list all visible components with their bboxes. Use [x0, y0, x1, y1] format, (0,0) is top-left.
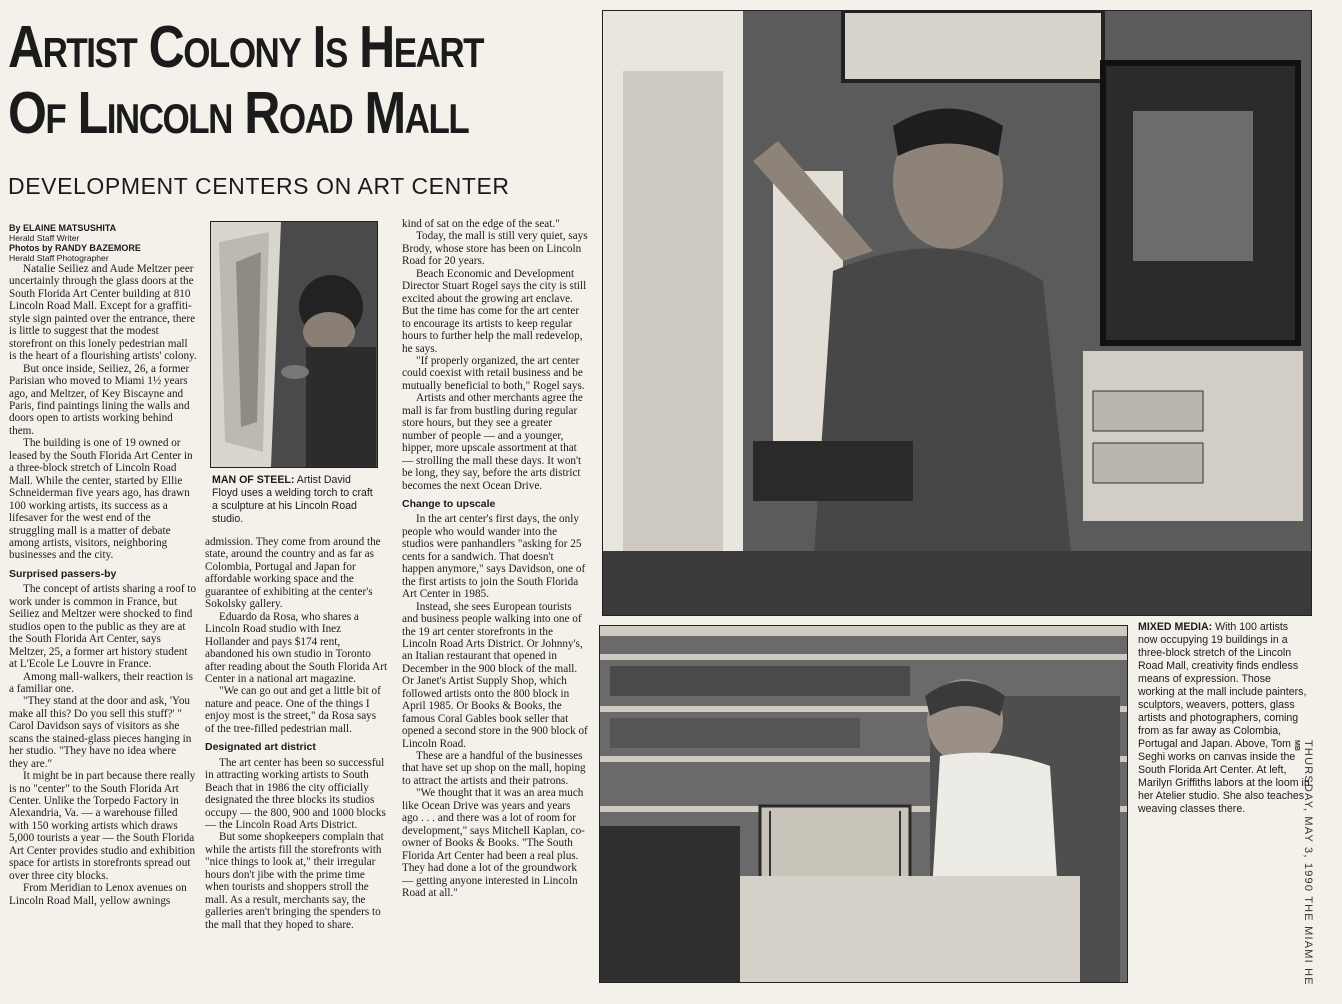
small-photo: [210, 221, 378, 468]
painter-illustration: [603, 11, 1311, 615]
paragraph: Today, the mall is still very quiet, says Brody, whose store has been on Lincoln Road for 20 years.: [402, 230, 588, 268]
byline-photographer: Photos by RANDY BAZEMORE: [9, 243, 141, 253]
folio-section: MB: [1293, 740, 1300, 751]
paragraph: Beach Economic and Development Director Stuart Rogel says the city is still excited about the growing art enclave. But the time has come for the art center to encourage its artists to keep regular hours to further help the mall redevelop, he says.: [402, 267, 587, 355]
byline-author: By ELAINE MATSUSHITA: [9, 223, 117, 233]
welding-sculptor-illustration: [211, 222, 377, 467]
headline-line-1: Artist Colony Is Heart: [8, 14, 484, 81]
paragraph: "We thought that it was an area much like Ocean Drive was years and years ago . . . and there was a lot of room for development," says Mitchell Kaplan, co-owner of Books & Books. "The South Florida Art Center had been a real plus. They had done a lot of the groundwork — getting anyone interested in Lincoln Road at all.": [402, 787, 585, 900]
paragraph: But once inside, Seiliez, 26, a former Parisian who moved to Miami 1½ years ago, and Meltzer, of Key Biscayne and Paris, find paintings lining the walls and doors open to artists working behind them.: [9, 362, 190, 437]
section-heading: Designated art district: [205, 741, 316, 754]
weaver-illustration: [600, 626, 1127, 982]
main-photo-caption: [1138, 621, 1310, 816]
headline-line-2: Of Lincoln Road Mall: [8, 80, 469, 147]
headline: [8, 14, 568, 146]
column-1: [9, 223, 197, 907]
top-photo: [602, 10, 1312, 616]
paragraph: kind of sat on the edge of the seat.": [402, 218, 560, 230]
small-caption-text: Artist David Floyd uses a welding torch to craft a sculpture at his Lincoln Road studio.: [212, 474, 373, 525]
byline-author-role: Herald Staff Writer: [9, 233, 80, 243]
paragraph: The art center has been so successful in attracting working artists to South Beach that in 1986 the city officially designated the three blocks its studios occupy — the 800, 900 and 1000 blocks — the Lincoln Road Arts District.: [205, 756, 386, 831]
paragraph: From Meridian to Lenox avenues on Lincoln Road Mall, yellow awnings: [9, 882, 187, 907]
paragraph: Natalie Seiliez and Aude Meltzer peer uncertainly through the glass doors at the South Florida Art Center building at 810 Lincoln Road Mall. Except for a graffiti-style sign painted over the entrance, there is little to suggest that the modest storefront on this lonely pedestrian mall is the heart of a flourishing artists' colony.: [9, 263, 197, 363]
main-caption-text: With 100 artists now occupying 19 buildings in a three-block stretch of the Lincoln Road Mall, creativity finds endless means of expression. Those working at the mall include painters, sculptors, weavers, potters, glass artists and photographers, coming from as far away as Colombia, Portugal and Japan. Above, Tom Seghi works on canvas inside the South Florida Art Center. At left, Marilyn Griffiths labors at the loom in her Atelier studio. She also teaches weaving classes there.: [1138, 621, 1310, 815]
subhead: DEVELOPMENT CENTERS ON ART CENTER: [8, 173, 510, 199]
paragraph: In the art center's first days, the only people who would wander into the studios were panhandlers "asking for 25 cents for a sandwich. That doesn't happen anymore," says Davidson, one of the first artists to join the South Florida Art Center in 1985.: [402, 513, 586, 601]
paragraph: "If properly organized, the art center could coexist with retail business and be mutually beneficial to both," Rogel says.: [402, 354, 585, 392]
main-caption-lead: MIXED MEDIA:: [1138, 621, 1213, 633]
small-caption-lead: MAN OF STEEL:: [212, 474, 295, 486]
column-3: [402, 218, 588, 899]
paragraph: Eduardo da Rosa, who shares a Lincoln Road studio with Inez Hollander and pays $174 rent, abandoned his own studio in Toronto after reading about the South Florida Art Center in a national art magazine.: [205, 610, 388, 685]
paragraph: But some shopkeepers complain that while the artists fill the storefronts with "nice things to look at," their irregular hours don't jibe with the prime time when tourists and shoppers stroll the mall. As a result, merchants say, the galleries aren't bringing the spenders to the mall that they hoped to share.: [205, 831, 384, 931]
byline-photographer-role: Herald Staff Photographer: [9, 253, 109, 263]
paragraph: "We can go out and get a little bit of nature and peace. One of the things I enjoy most is the street," da Rosa says of the tree-filled pedestrian mall.: [205, 685, 381, 735]
paragraph: Instead, she sees European tourists and business people walking into one of the 19 art center storefronts in the Lincoln Road Arts District. Or Johnny's, an Italian restaurant that opened in December in the 900 block of the mall. Or Janet's Artist Supply Shop, which followed artists onto the 800 block in April 1985. Or Books & Books, the famous Coral Gables book seller that opened a second store in the 900 block of Lincoln Road.: [402, 600, 588, 750]
paragraph: Artists and other merchants agree the mall is far from bustling during regular store hours, but they see a greater number of people — and a younger, hipper, more upscale assortment at that — strolling the mall these days. It won't be long, they say, before the arts district becomes the next Ocean Drive.: [402, 392, 583, 492]
paragraph: These are a handful of the businesses that have set up shop on the mall, hoping to attract the artists and their patrons.: [402, 750, 586, 787]
paragraph: The building is one of 19 owned or leased by the South Florida Art Center in a three-block stretch of Lincoln Road Mall. While the center, started by Ellie Schneiderman five years ago, has drawn 100 working artists, its success as a lifesaver for the west end of the struggling mall is a matter of debate among artists, visitors, neighboring businesses and the city.: [9, 437, 193, 562]
paragraph: It might be in part because there really is no "center" to the South Florida Art Center. Unlike the Torpedo Factory in Alexandria, Va. — a warehouse filled with 150 working artists which draws 5,000 tourists a year — the South Florida Art Center provides studio and exhibition space for artists in storefronts spread out over three city blocks.: [9, 770, 196, 882]
paragraph: The concept of artists sharing a roof to work under is common in France, but Seiliez and Meltzer were shocked to find studios open to the public as they are at the South Florida Art Center, says Meltzer, 25, a former art history student at L'Ecole Le Louvre in France.: [9, 583, 197, 671]
byline: [9, 223, 197, 263]
folio-dateline: THURSDAY, MAY 3, 1990 THE MIAMI HE: [1302, 740, 1314, 986]
section-heading: Change to upscale: [402, 497, 496, 510]
paragraph: Among mall-walkers, their reaction is a familiar one.: [9, 670, 193, 695]
bottom-photo: [599, 625, 1128, 983]
paragraph: admission. They come from around the state, around the country and as far as Colombia, Portugal and Japan for affordable working space and the guarantee of exhibiting at the center's Sokolsky gallery.: [205, 536, 381, 611]
column-2: [205, 536, 388, 931]
paragraph: "They stand at the door and ask, 'You make all this? Do you sell this stuff?' " Carol Davidson says of visitors as she scans the stained-glass pieces hanging in her studio. "They have no idea where they are.": [9, 695, 192, 770]
section-heading: Surprised passers-by: [9, 567, 117, 580]
small-photo-caption: [212, 474, 378, 526]
